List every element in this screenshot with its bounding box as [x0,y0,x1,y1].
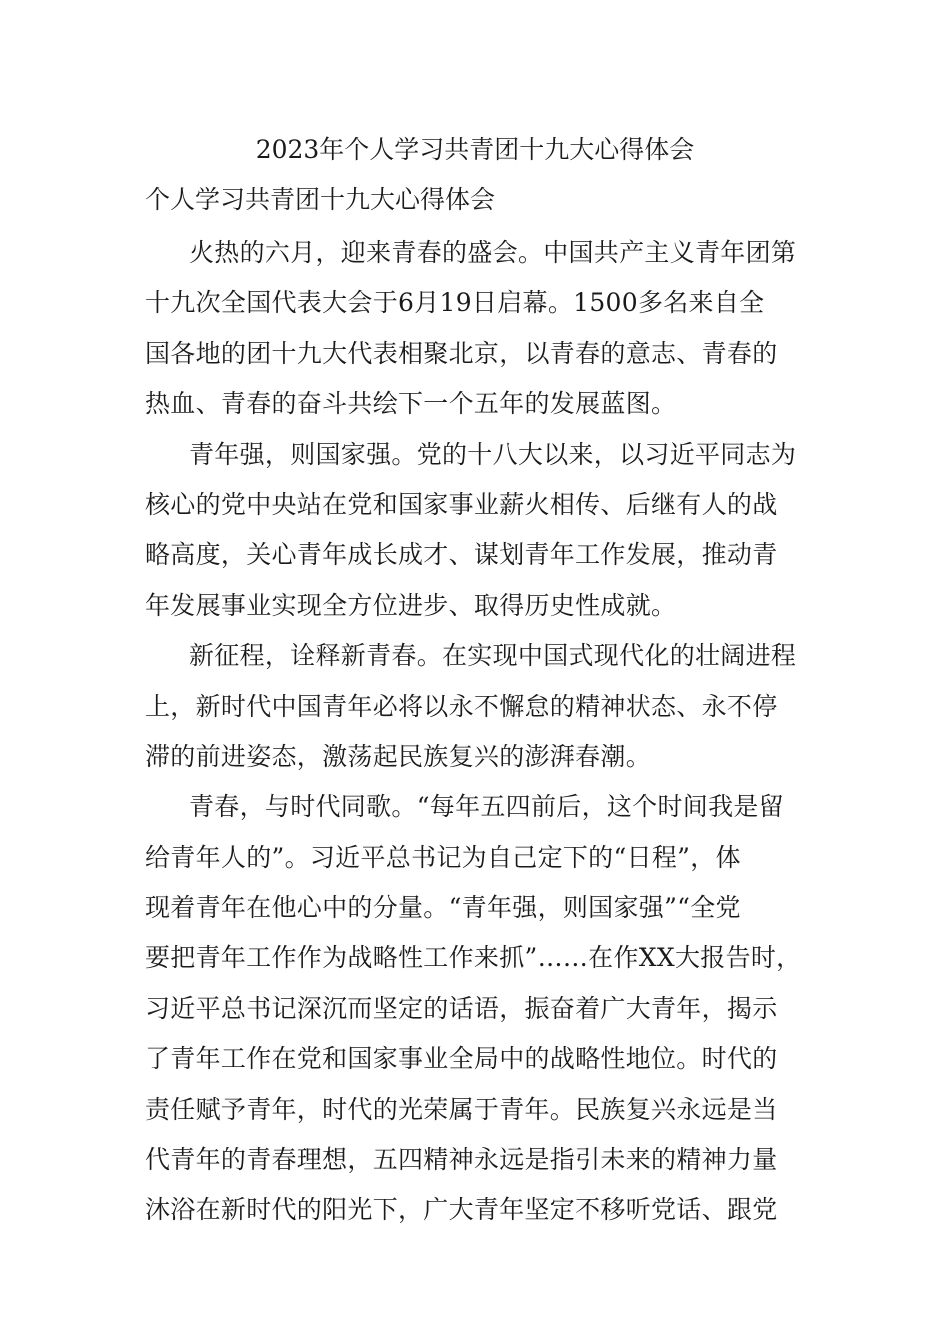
paragraph-4-line-5: 习近平总书记深沉而坚定的话语，振奋着广大青年，揭示 [145,993,778,1023]
document-subtitle: 个人学习共青团十九大心得体会 [145,185,496,214]
paragraph-3-line-2: 上，新时代中国青年必将以永不懈怠的精神状态、永不停 [145,691,778,721]
paragraph-4-line-6: 了青年工作在党和国家事业全局中的战略性地位。时代的 [145,1044,778,1074]
paragraph-2-line-1: 青年强，则国家强。党的十八大以来，以习近平同志为 [189,439,797,469]
document-title: 2023年个人学习共青团十九大心得体会 [255,135,695,164]
paragraph-2-line-4: 年发展事业实现全方位进步、取得历史性成就。 [145,590,677,620]
paragraph-1-line-2: 十九次全国代表大会于6月19日启幕。1500多名来自全 [145,288,765,318]
paragraph-4-line-3: 现着青年在他心中的分量。“青年强，则国家强”“全党 [145,893,741,923]
paragraph-4-line-1: 青春，与时代同歌。“每年五四前后，这个时间我是留 [189,792,784,822]
paragraph-4-line-2: 给青年人的”。习近平总书记为自己定下的“日程”，体 [145,842,741,872]
paragraph-1-line-1: 火热的六月，迎来青春的盛会。中国共产主义青年团第 [189,238,797,267]
paragraph-2-line-2: 核心的党中央站在党和国家事业薪火相传、后继有人的战 [145,489,778,519]
paragraph-1-line-4: 热血、青春的奋斗共绘下一个五年的发展蓝图。 [145,389,677,419]
paragraph-4-line-4: 要把青年工作作为战略性工作来抓”……在作XX大报告时， [145,943,802,973]
document-body [145,228,835,1236]
paragraph-3-line-1: 新征程，诠释新青春。在实现中国式现代化的壮阔进程 [189,641,797,671]
paragraph-4-line-7: 责任赋予青年，时代的光荣属于青年。民族复兴永远是当 [145,1094,778,1124]
paragraph-3-line-3: 滞的前进姿态，激荡起民族复兴的澎湃春潮。 [145,741,652,771]
paragraph-4-line-9: 沐浴在新时代的阳光下，广大青年坚定不移听党话、跟党 [145,1195,778,1225]
paragraph-2-line-3: 略高度，关心青年成长成才、谋划青年工作发展，推动青 [145,540,778,570]
paragraph-1-line-3: 国各地的团十九大代表相聚北京，以青春的意志、青春的 [145,338,778,368]
paragraph-4-line-8: 代青年的青春理想，五四精神永远是指引未来的精神力量 [145,1145,778,1175]
